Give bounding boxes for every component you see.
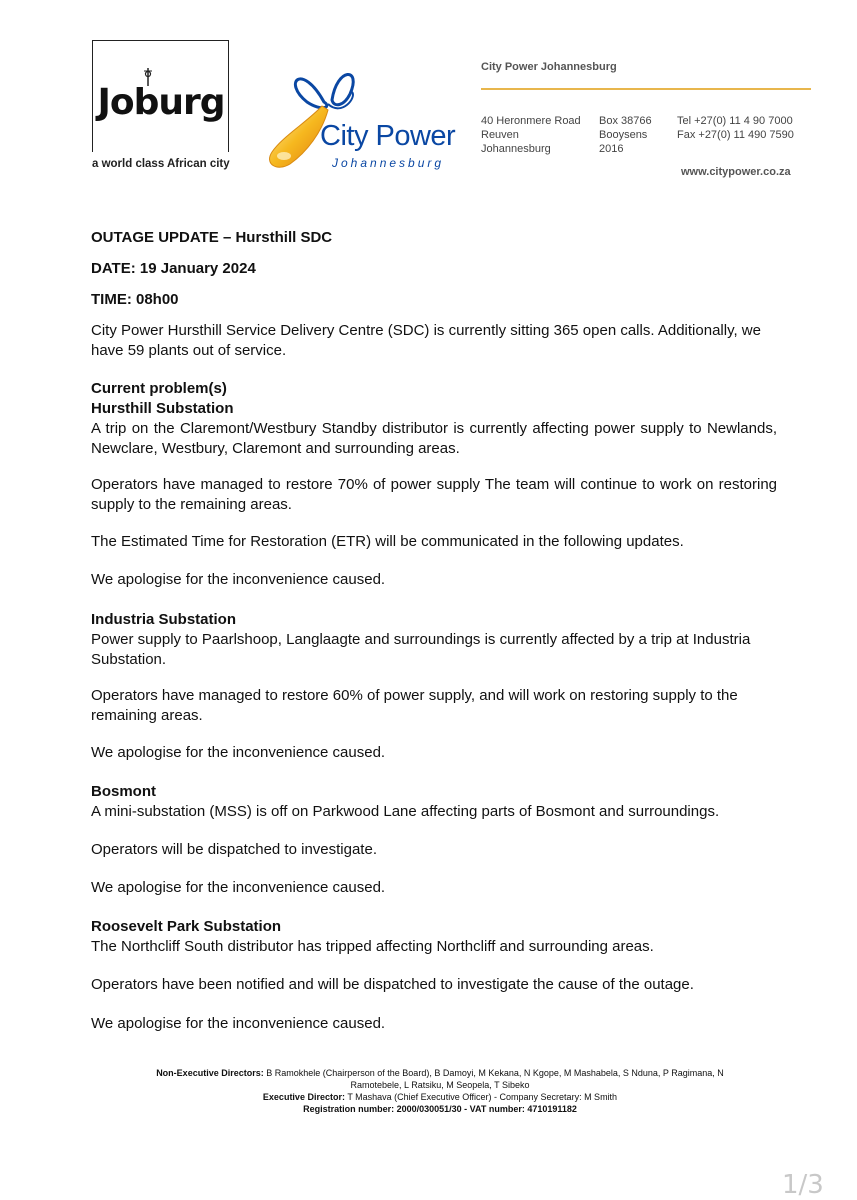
- header-po-box: [599, 114, 652, 156]
- joburg-tagline: a world class African city: [92, 158, 230, 170]
- footer-ned-line: [130, 1067, 750, 1091]
- address-line: Reuven: [481, 129, 519, 141]
- section-heading-hursthill: Hursthill Substation: [91, 400, 234, 417]
- section-heading-industria: Industria Substation: [91, 611, 237, 628]
- phone-line: Tel +27(0) 11 4 90 7000: [677, 115, 793, 127]
- document-time: TIME: 08h00: [91, 291, 179, 308]
- section-paragraph: Operators have managed to restore 70% of power supply The team will continue to work on restoring supply to the remaining areas.: [91, 476, 777, 513]
- address-line: Johannesburg: [481, 143, 551, 155]
- box-line: 2016: [599, 143, 624, 155]
- section-paragraph: A trip on the Claremont/Westbury Standby distributor is currently affecting power supply to Newlands, Newclare, Westbury, Claremont and surrounding areas.: [91, 420, 777, 457]
- header-address: [481, 114, 581, 156]
- city-power-name: City Power: [320, 120, 456, 152]
- footer-directors: [130, 1067, 750, 1115]
- header-org-name: City Power Johannesburg: [481, 61, 617, 73]
- section-paragraph: Operators have been notified and will be dispatched to investigate the cause of the outage.: [91, 976, 694, 993]
- address-line: 40 Heronmere Road: [481, 115, 581, 127]
- intro-paragraph: City Power Hursthill Service Delivery Centre (SDC) is currently sitting 365 open calls. Additionally, we have 59 plants out of service.: [91, 322, 761, 359]
- header-phone: [677, 114, 794, 142]
- apology-text: We apologise for the inconvenience caused.: [91, 571, 386, 588]
- box-line: Box 38766: [599, 115, 652, 127]
- header-website: www.citypower.co.za: [681, 166, 791, 178]
- footer-ned-names: B Ramokhele (Chairperson of the Board), B Damoyi, M Kekana, N Kgope, M Mashabela, S Nduna, P Ragimana, N Ramotebele, L Ratsiku, M Seopela, T Sibeko: [266, 1068, 724, 1090]
- apology-text: We apologise for the inconvenience caused.: [91, 744, 386, 761]
- joburg-wordmark: Joburg: [97, 82, 225, 123]
- section-paragraph: The Estimated Time for Restoration (ETR) will be communicated in the following updates.: [91, 533, 684, 550]
- box-line: Booysens: [599, 129, 648, 141]
- section-paragraph: The Northcliff South distributor has tripped affecting Northcliff and surrounding areas.: [91, 938, 654, 955]
- section-paragraph: Operators will be dispatched to investigate.: [91, 841, 377, 858]
- footer-ned-label: Non-Executive Directors:: [156, 1068, 264, 1078]
- apology-text: We apologise for the inconvenience caused.: [91, 879, 386, 896]
- section-heading-bosmont: Bosmont: [91, 783, 156, 800]
- footer-registration: [130, 1103, 750, 1115]
- section-paragraph: Operators have managed to restore 60% of power supply, and will work on restoring supply to the remaining areas.: [91, 687, 738, 724]
- footer-ed-label: Executive Director:: [262, 1092, 345, 1102]
- page-indicator: 1/3: [782, 1170, 824, 1200]
- footer-ed-names: T Mashava (Chief Executive Officer) - Company Secretary: M Smith: [347, 1092, 618, 1102]
- city-power-subtitle: Johannesburg: [332, 156, 445, 170]
- registration-text: Registration number: 2000/030051/30 - VAT number: 4710191182: [303, 1104, 577, 1114]
- document-date: DATE: 19 January 2024: [91, 260, 256, 277]
- section-paragraph: A mini-substation (MSS) is off on Parkwood Lane affecting parts of Bosmont and surroundings.: [91, 803, 720, 820]
- header-divider: [481, 88, 811, 90]
- document-title: OUTAGE UPDATE – Hursthill SDC: [91, 229, 333, 246]
- apology-text: We apologise for the inconvenience caused.: [91, 1015, 386, 1032]
- section-heading-roosevelt-park: Roosevelt Park Substation: [91, 918, 282, 935]
- fax-line: Fax +27(0) 11 490 7590: [677, 129, 794, 141]
- section-paragraph: Power supply to Paarlshoop, Langlaagte and surroundings is currently affected by a trip at Industria Substation.: [91, 631, 751, 668]
- footer-ed-line: [130, 1091, 750, 1103]
- current-problems-heading: Current problem(s): [91, 380, 227, 397]
